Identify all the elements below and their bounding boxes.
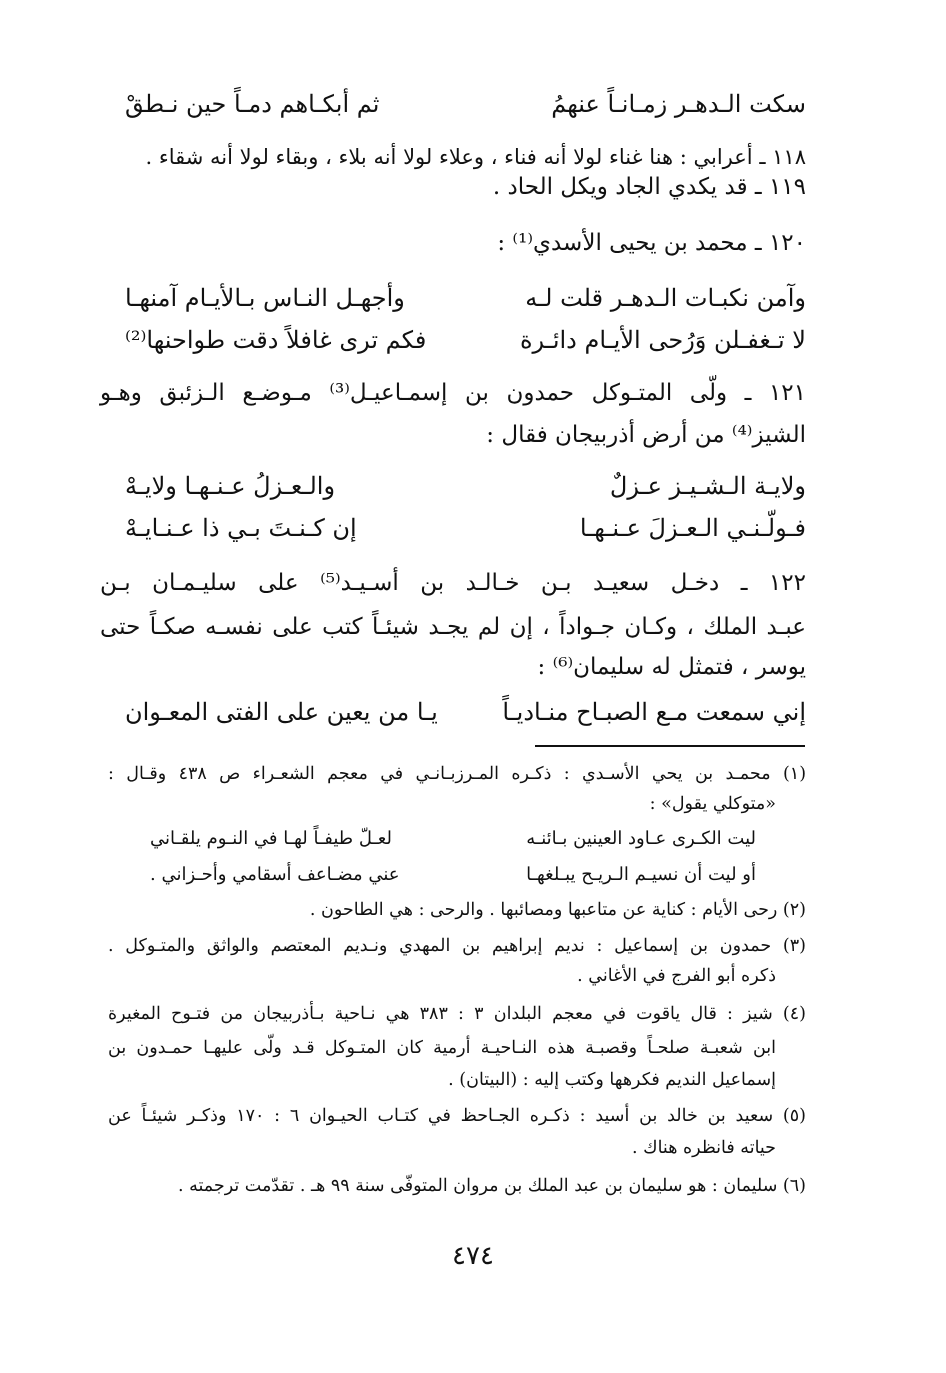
- verse-second-hemistich: لعـلّ طيفـاً لهـا في النـوم يلقـاني: [150, 828, 392, 849]
- verse-second-hemistich: فكم ترى غافلاً دقت طواحنها⁽²⁾: [125, 326, 427, 354]
- verse-couplet: [125, 282, 806, 314]
- verse-first-hemistich: أو ليت أن نسيـم الـريـح يبـلغهـا: [526, 864, 756, 885]
- footnote-6: (٦) سليمان : هو سليمان بن عبد الملك بن مروان المتوفّى سنة ٩٩ هـ . تقدّمت ترجمته .: [177, 1176, 806, 1196]
- entry-122-line-1: ١٢٢ ـ دخـل سعيـد بـن خـالـد بن أسـيـد⁽⁵⁾ على سليـمـان بـن: [100, 570, 806, 596]
- footnote-3-line-1: (٣) حمدون بن إسماعيل : نديم إبراهيم بن المهدي ونـديم المعتصم والواثق والمتـوكل .: [108, 936, 806, 956]
- verse-first-hemistich: فـولّـنـي الـعـزلَ عـنـهـا: [579, 514, 806, 542]
- entry-122-line-2: عبـد الملك ، وكـان جـواداً ، إن لم يجـد شيئـاً كتب على نفسـه صكـاً حتى: [100, 614, 806, 640]
- entry-120-heading: ١٢٠ ـ محمد بن يحيى الأسدي⁽¹⁾ :: [497, 230, 806, 256]
- verse-second-hemistich: يـا من يعين على الفتى المعـوان: [125, 698, 438, 726]
- footnote-separator: [535, 745, 805, 747]
- verse-first-hemistich: سكت الـدهـر زمـانـاً عنهمُ: [551, 90, 806, 118]
- verse-couplet: [125, 470, 806, 502]
- footnote-1-line-2: «متوكلي يقول» :: [649, 794, 776, 814]
- verse-first-hemistich: إني سمعت مـع الصبـاح منـاديـاً: [502, 698, 806, 726]
- footnote-1-line-1: (١) محمـد بن يحي الأسـدي : ذكـره المـرزبـانـي في معجم الشعـراء ص ٤٣٨ وقـال :: [108, 764, 807, 784]
- footnote-3-line-2: ذكره أبو الفرج في الأغاني .: [577, 966, 776, 986]
- verse-second-hemistich: ثم أبكـاهم دمـاً حين نـطقْ: [125, 90, 380, 118]
- verse-couplet: [125, 324, 806, 356]
- verse-second-hemistich: والـعـزلُ عـنـهـا ولايـهْ: [125, 472, 336, 500]
- verse-first-hemistich: ليت الكـرى عـاود العينين بـائنـه: [526, 828, 756, 849]
- verse-second-hemistich: عني مضـاعف أسقامي وأحـزاني .: [150, 864, 400, 885]
- footnote-5-line-1: (٥) سعيد بن خالد بن أسيد : ذكـره الجـاحظ في كتـاب الحيـوان ٦ : ١٧٠ وذكـر شيئـاً عن: [108, 1106, 806, 1126]
- verse-couplet: [125, 696, 806, 728]
- verse-second-hemistich: إن كـنـتَ بـي ذا عـنـايـهْ: [125, 514, 357, 542]
- verse-first-hemistich: وآمن نكبـات الـدهـر قلت لـه: [525, 284, 806, 312]
- footnote-verse-couplet: [150, 826, 756, 852]
- footnote-verse-couplet: [150, 862, 756, 888]
- page-number: ٤٧٤: [452, 1241, 494, 1271]
- verse-second-hemistich: وأجهـل النـاس بـالأيـام آمنهـا: [125, 284, 405, 312]
- verse-couplet: [125, 512, 806, 544]
- entry-118: ١١٨ ـ أعرابي : هنا غناء لولا أنه فناء ، وعلاء لولا أنه بلاء ، وبقاء لولا أنه شقاء .: [145, 145, 806, 169]
- verse-first-hemistich: لا تـغفـلن وَرُحى الأيـام دائـرة: [519, 326, 806, 354]
- entry-119: ١١٩ ـ قد يكدي الجاد ويكل الحاد .: [492, 174, 806, 200]
- entry-122-line-3: يوسر ، فتمثل له سليمان⁽⁶⁾ :: [537, 654, 806, 680]
- footnote-4-line-3: إسماعيل النديم فكرهها وكتب إليه : (البيتان) .: [448, 1070, 776, 1090]
- footnote-4-line-2: ابن شعبـة صلحـاً وقصبـة هذه النـاحيـة أرمية كان المتـوكل قـد ولّى عليهـا حمـدون بن: [108, 1038, 776, 1058]
- verse-couplet: [125, 88, 806, 120]
- verse-first-hemistich: ولايـة الـشـيـز عـزلٌ: [609, 472, 806, 500]
- entry-121-line-2: الشيز⁽⁴⁾ من أرض أذربيجان فقال :: [486, 422, 806, 448]
- entry-121-line-1: ١٢١ ـ ولّى المتـوكل حمدون بن إسمـاعيـل⁽³⁾ مـوضـع الـزئبق وهـو: [100, 380, 806, 406]
- footnote-4-line-1: (٤) شيز : قال ياقوت في معجم البلدان ٣ : ٣٨٣ هي نـاحية بـأذربيجان من فتـوح المغيرة: [108, 1004, 806, 1024]
- footnote-5-line-2: حياته فانظره هناك .: [632, 1138, 776, 1158]
- footnote-2: (٢) رحى الأيام : كناية عن متاعبها ومصائبها . والرحى : هي الطاحون .: [309, 900, 806, 920]
